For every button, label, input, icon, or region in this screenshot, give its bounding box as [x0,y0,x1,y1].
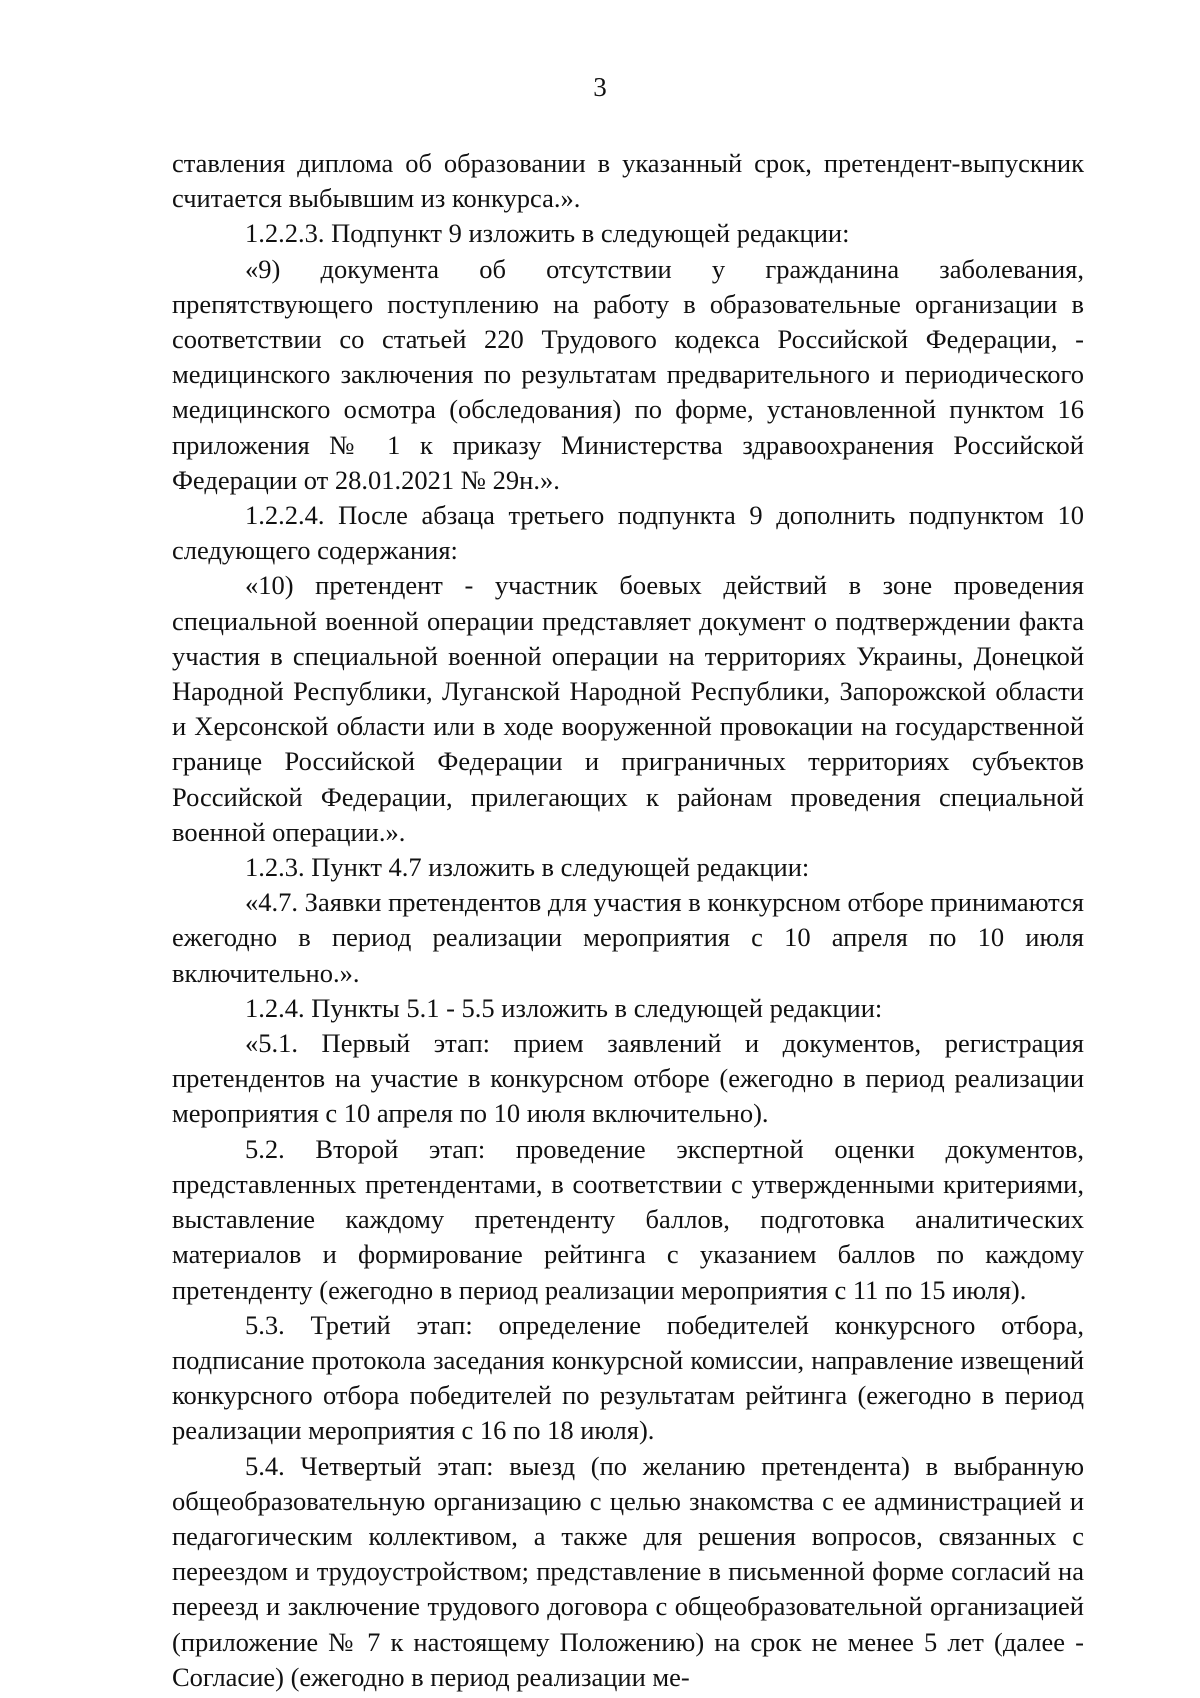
document-body [172,146,1084,1695]
paragraph: 5.4. Четвертый этап: выезд (по желанию претендента) в выбранную общеобразовательную организацию с целью знакомства с ее администрацией и педагогическим коллективом, а также для решения вопросов, связанных с переездом и трудоустройством; представление в письменной форме согласий на переезд и заключение трудового договора с общеобразовательной организацией (приложение № 7 к настоящему Положению) на срок не менее 5 лет (далее - Согласие) (ежегодно в период реализации ме- [172,1450,1084,1692]
paragraph: 5.3. Третий этап: определение победителей конкурсного отбора, подписание протокола заседания конкурсной комиссии, направление извещений конкурсного отбора победителей по результатам рейтинга (ежегодно в период реализации мероприятия с 16 по 18 июля). [172,1309,1084,1446]
paragraph: «10) претендент - участник боевых действий в зоне проведения специальной военной операции представляет документ о подтверждении факта участия в специальной военной операции на территориях Украины, Донецкой Народной Республики, Луганской Народной Республики, Запорожской области и Херсонской области или в ходе вооруженной провокации на государственной границе Российской Федерации и приграничных территориях субъектов Российской Федерации, прилегающих к районам проведения специальной военной операции.». [172,570,1084,847]
paragraph: «4.7. Заявки претендентов для участия в конкурсном отборе принимаются ежегодно в период реализации мероприятия с 10 апреля по 10 июля включительно.». [172,887,1084,988]
paragraph: 1.2.2.4. После абзаца третьего подпункта 9 дополнить подпунктом 10 следующего содержания: [172,500,1084,566]
paragraph: 5.2. Второй этап: проведение экспертной оценки документов, представленных претендентами, в соответствии с утвержденными критериями, выставление каждому претенденту баллов, подготовка аналитических материалов и формирование рейтинга с указанием баллов по каждому претенденту (ежегодно в период реализации мероприятия с 11 по 15 июля). [172,1133,1084,1305]
page-number: 3 [593,72,607,102]
paragraph: ставления диплома об образовании в указанный срок, претендент-выпускник считается выбывшим из конкурса.». [172,148,1084,214]
paragraph: 1.2.2.3. Подпункт 9 изложить в следующей редакции: [245,218,850,249]
paragraph: «5.1. Первый этап: прием заявлений и документов, регистрация претендентов на участие в конкурсном отборе (ежегодно в период реализации мероприятия с 10 апреля по 10 июля включительно). [172,1028,1084,1129]
paragraph: «9) документа об отсутствии у гражданина заболевания, препятствующего поступлению на работу в образовательные организации в соответствии со статьей 220 Трудового кодекса Российской Федерации, - медицинского заключения по результатам предварительного и периодического медицинского осмотра (обследования) по форме, установленной пунктом 16 приложения № 1 к приказу Министерства здравоохранения Российской Федерации от 28.01.2021 № 29н.». [172,253,1084,495]
paragraph: 1.2.4. Пункты 5.1 - 5.5 изложить в следующей редакции: [245,992,883,1023]
paragraph: 1.2.3. Пункт 4.7 изложить в следующей редакции: [245,852,810,883]
